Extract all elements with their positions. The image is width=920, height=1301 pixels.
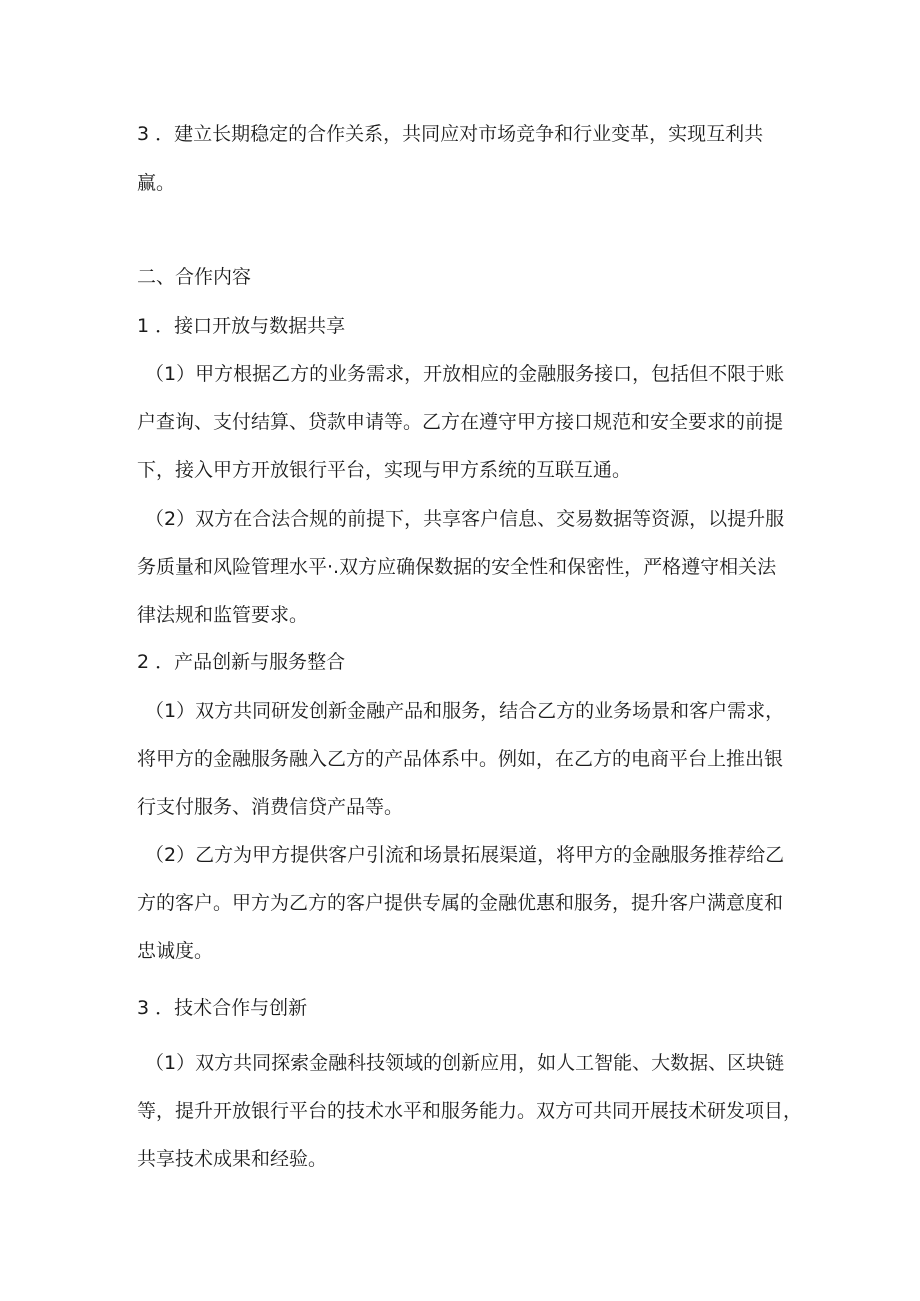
paragraph-goal-3-line-2: 赢。	[137, 172, 176, 194]
subheading-tech-cooperation: 3 ．技术合作与创新	[137, 997, 308, 1019]
subheading-interface-data-sharing: 1 ．接口开放与数据共享	[137, 315, 346, 337]
item-2-2-line-2: 方的客户。甲方为乙方的客户提供专属的金融优惠和服务，提升客户满意度和	[137, 892, 784, 914]
item-2-2-line-3: 忠诚度。	[137, 940, 214, 962]
item-2-2-line-1: （2）乙方为甲方提供客户引流和场景拓展渠道，将甲方的金融服务推荐给乙	[145, 844, 785, 866]
item-1-1-line-2: 户查询、支付结算、贷款申请等。乙方在遵守甲方接口规范和安全要求的前提	[137, 411, 784, 433]
item-3-1-line-1: （1）双方共同探索金融科技领域的创新应用，如人工智能、大数据、区块链	[145, 1052, 785, 1074]
item-2-1-line-3: 行支付服务、消费信贷产品等。	[137, 796, 404, 818]
item-1-2-line-2: 务质量和风险管理水平·.双方应确保数据的安全性和保密性，严格遵守相关法	[137, 556, 777, 578]
item-2-1-line-2: 将甲方的金融服务融入乙方的产品体系中。例如，在乙方的电商平台上推出银	[137, 748, 784, 770]
item-2-1-line-1: （1）双方共同研发创新金融产品和服务，结合乙方的业务场景和客户需求，	[145, 700, 785, 722]
item-1-2-line-3: 律法规和监管要求。	[137, 604, 309, 626]
subheading-product-innovation: 2 ．产品创新与服务整合	[137, 651, 346, 673]
item-1-2-line-1: （2）双方在合法合规的前提下，共享客户信息、交易数据等资源，以提升服	[145, 508, 785, 530]
item-3-1-line-3: 共享技术成果和经验。	[137, 1148, 328, 1170]
item-1-1-line-1: （1）甲方根据乙方的业务需求，开放相应的金融服务接口，包括但不限于账	[145, 363, 785, 385]
section-heading-cooperation-content: 二、合作内容	[137, 266, 252, 288]
paragraph-goal-3-line-1: 3 ．建立长期稳定的合作关系，共同应对市场竞争和行业变革，实现互利共	[137, 123, 764, 145]
item-1-1-line-3: 下，接入甲方开放银行平台，实现与甲方系统的互联互通。	[137, 459, 632, 481]
item-3-1-line-2: 等，提升开放银行平台的技术水平和服务能力。双方可共同开展技术研发项目，	[137, 1100, 803, 1122]
